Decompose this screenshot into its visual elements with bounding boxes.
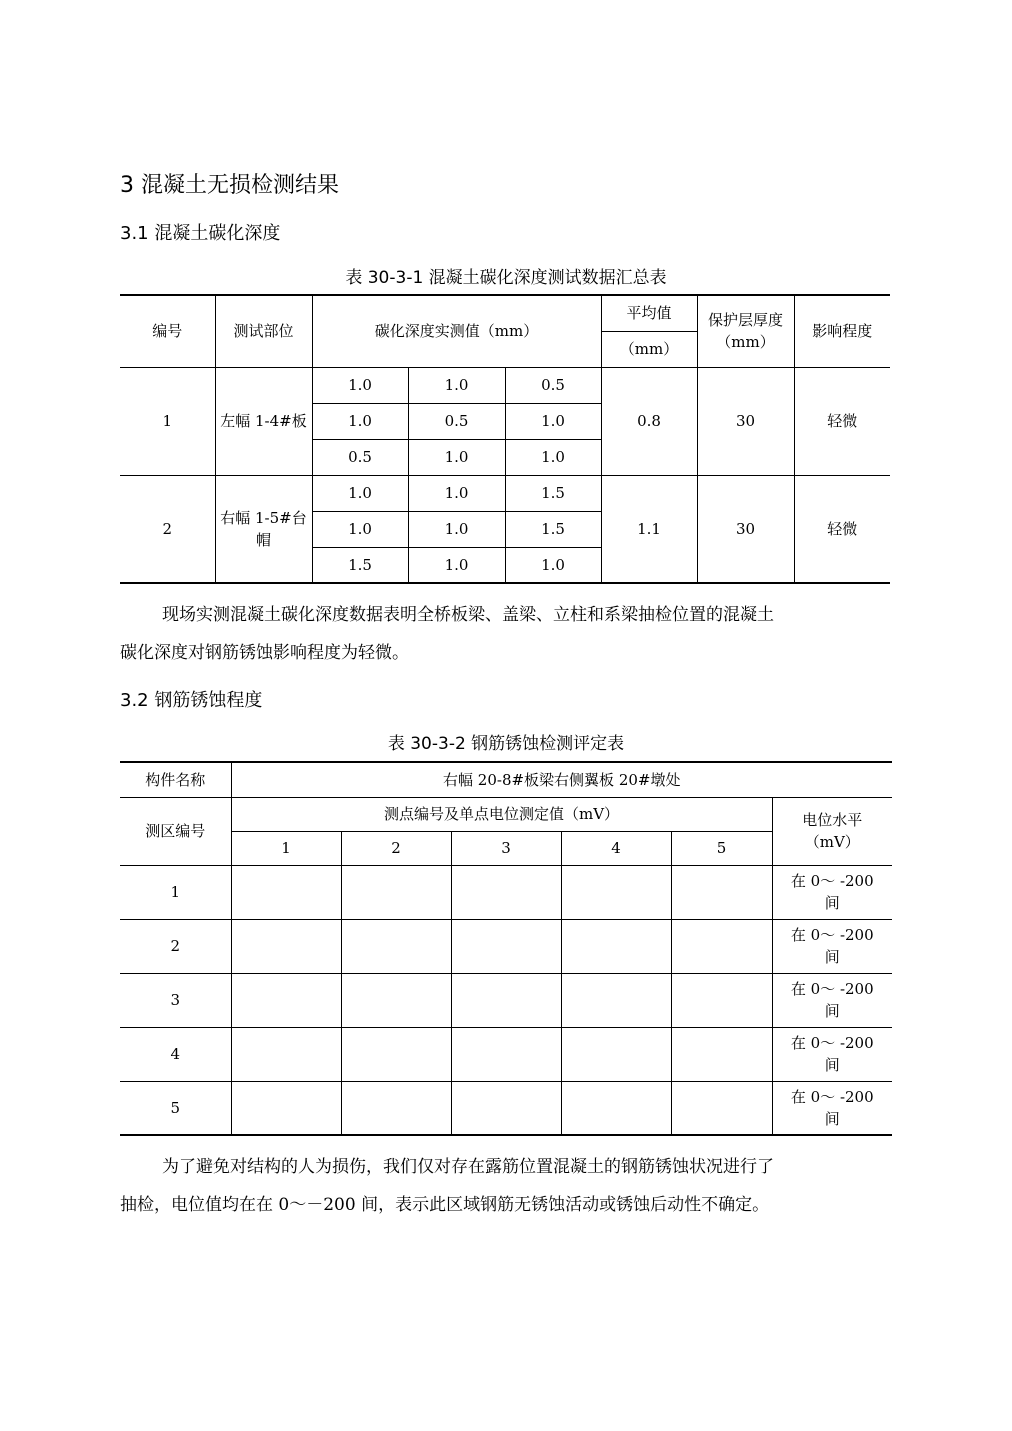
table-row <box>120 865 892 919</box>
row2-location: 右幅 1-5#台帽 <box>215 475 312 583</box>
point-value <box>451 919 561 973</box>
table-row <box>120 973 892 1027</box>
point-value <box>341 865 451 919</box>
header-zone: 测区编号 <box>120 797 231 865</box>
zone-level <box>772 1027 892 1081</box>
row1-cover: 30 <box>697 367 794 475</box>
zone-level <box>772 919 892 973</box>
row2-value: 1.0 <box>408 511 505 547</box>
point-value <box>561 865 671 919</box>
table-row <box>120 475 890 511</box>
point-value <box>341 1027 451 1081</box>
point-value <box>561 1027 671 1081</box>
point-value <box>231 865 341 919</box>
row2-value: 1.0 <box>505 547 601 583</box>
zone-level <box>772 1081 892 1135</box>
point-value <box>231 1027 341 1081</box>
zone-level-line1: 在 0～ -200 <box>790 980 874 998</box>
point-number: 2 <box>341 831 451 865</box>
point-value <box>671 919 772 973</box>
corrosion-paragraph <box>120 1148 892 1224</box>
zone-level-line2: 间 <box>824 894 840 912</box>
point-value <box>451 973 561 1027</box>
section-heading: 3 混凝土无损检测结果 <box>120 173 339 198</box>
point-value <box>451 1081 561 1135</box>
row1-value: 0.5 <box>505 367 601 403</box>
header-average-unit: （mm） <box>601 331 697 367</box>
point-value <box>671 1081 772 1135</box>
point-value <box>451 1027 561 1081</box>
point-value <box>341 919 451 973</box>
row2-impact: 轻微 <box>794 475 890 583</box>
zone-id: 4 <box>120 1027 231 1081</box>
point-value <box>561 919 671 973</box>
zone-level-line2: 间 <box>824 1002 840 1020</box>
row2-value: 1.5 <box>312 547 408 583</box>
row1-value: 1.0 <box>505 403 601 439</box>
row2-value: 1.0 <box>312 511 408 547</box>
header-cover-line1: 保护层厚度 <box>708 311 784 330</box>
row2-id: 2 <box>120 475 215 583</box>
header-average: 平均值 <box>601 295 697 331</box>
row1-average: 0.8 <box>601 367 697 475</box>
header-level-line1: 电位水平 <box>802 811 863 829</box>
row2-value: 1.0 <box>408 475 505 511</box>
table-row <box>120 1081 892 1135</box>
point-value <box>671 973 772 1027</box>
point-value <box>561 1081 671 1135</box>
table-row <box>120 1027 892 1081</box>
row1-location: 左幅 1-4#板 <box>215 367 312 475</box>
zone-id: 3 <box>120 973 231 1027</box>
zone-level-line1: 在 0～ -200 <box>790 1087 874 1106</box>
zone-level-line1: 在 0～ -200 <box>790 1034 874 1052</box>
paragraph-line: 现场实测混凝土碳化深度数据表明全桥板梁、盖梁、立柱和系梁抽检位置的混凝土 <box>162 605 774 625</box>
point-number: 4 <box>561 831 671 865</box>
row1-value: 0.5 <box>408 403 505 439</box>
paragraph-line: 抽检，电位值均在在 0～－200 间，表示此区域钢筋无锈蚀活动或锈蚀后动性不确定。 <box>120 1195 770 1215</box>
point-number: 1 <box>231 831 341 865</box>
zone-id: 2 <box>120 919 231 973</box>
zone-level-line2: 间 <box>824 1056 840 1074</box>
corrosion-heading: 3.2 钢筋锈蚀程度 <box>120 690 263 711</box>
zone-level <box>772 865 892 919</box>
carbonation-heading: 3.1 混凝土碳化深度 <box>120 223 281 244</box>
carbonation-paragraph <box>120 596 892 672</box>
row1-value: 1.0 <box>312 403 408 439</box>
table-row <box>120 367 890 403</box>
row1-value: 1.0 <box>312 367 408 403</box>
row2-value: 1.5 <box>505 475 601 511</box>
table1-caption: 表 30-3-1 混凝土碳化深度测试数据汇总表 <box>345 268 667 288</box>
point-value <box>671 865 772 919</box>
row2-value: 1.0 <box>312 475 408 511</box>
zone-level-line2: 间 <box>824 948 840 966</box>
row2-value: 1.0 <box>408 547 505 583</box>
table2-caption: 表 30-3-2 钢筋锈蚀检测评定表 <box>387 734 625 754</box>
point-value <box>231 973 341 1027</box>
row1-impact: 轻微 <box>794 367 890 475</box>
paragraph-line: 碳化深度对钢筋锈蚀影响程度为轻微。 <box>120 643 409 663</box>
zone-id: 5 <box>120 1081 231 1135</box>
header-location: 测试部位 <box>215 295 312 367</box>
zone-level-line1: 在 0～ -200 <box>790 872 874 890</box>
point-value <box>451 865 561 919</box>
zone-level <box>772 973 892 1027</box>
point-value <box>561 973 671 1027</box>
row1-value: 1.0 <box>505 439 601 475</box>
point-value <box>341 1081 451 1135</box>
header-cover <box>697 295 794 367</box>
row2-cover: 30 <box>697 475 794 583</box>
row1-value: 1.0 <box>408 439 505 475</box>
point-value <box>671 1027 772 1081</box>
header-id: 编号 <box>120 295 215 367</box>
row1-value: 1.0 <box>408 367 505 403</box>
point-number: 5 <box>671 831 772 865</box>
paragraph-line: 为了避免对结构的人为损伤，我们仅对存在露筋位置混凝土的钢筋锈蚀状况进行了 <box>162 1157 774 1177</box>
header-level-line2: （mV） <box>804 833 860 851</box>
carbonation-table <box>120 294 890 584</box>
point-value <box>341 973 451 1027</box>
row2-average: 1.1 <box>601 475 697 583</box>
zone-id: 1 <box>120 865 231 919</box>
corrosion-table <box>120 761 892 1136</box>
point-value <box>231 919 341 973</box>
table-row <box>120 919 892 973</box>
header-impact: 影响程度 <box>794 295 890 367</box>
zone-level-line2: 间 <box>824 1109 840 1128</box>
row1-value: 0.5 <box>312 439 408 475</box>
zone-level-line1: 在 0～ -200 <box>790 926 874 944</box>
header-level <box>772 797 892 865</box>
point-value <box>231 1081 341 1135</box>
row1-id: 1 <box>120 367 215 475</box>
header-points: 测点编号及单点电位测定值（mV） <box>231 797 772 831</box>
header-component-value: 右幅 20-8#板梁右侧翼板 20#墩处 <box>231 762 892 797</box>
header-component-label: 构件名称 <box>120 762 231 797</box>
header-measured: 碳化深度实测值（mm） <box>312 295 601 367</box>
point-number: 3 <box>451 831 561 865</box>
row2-value: 1.5 <box>505 511 601 547</box>
header-cover-line2: （mm） <box>716 333 775 352</box>
